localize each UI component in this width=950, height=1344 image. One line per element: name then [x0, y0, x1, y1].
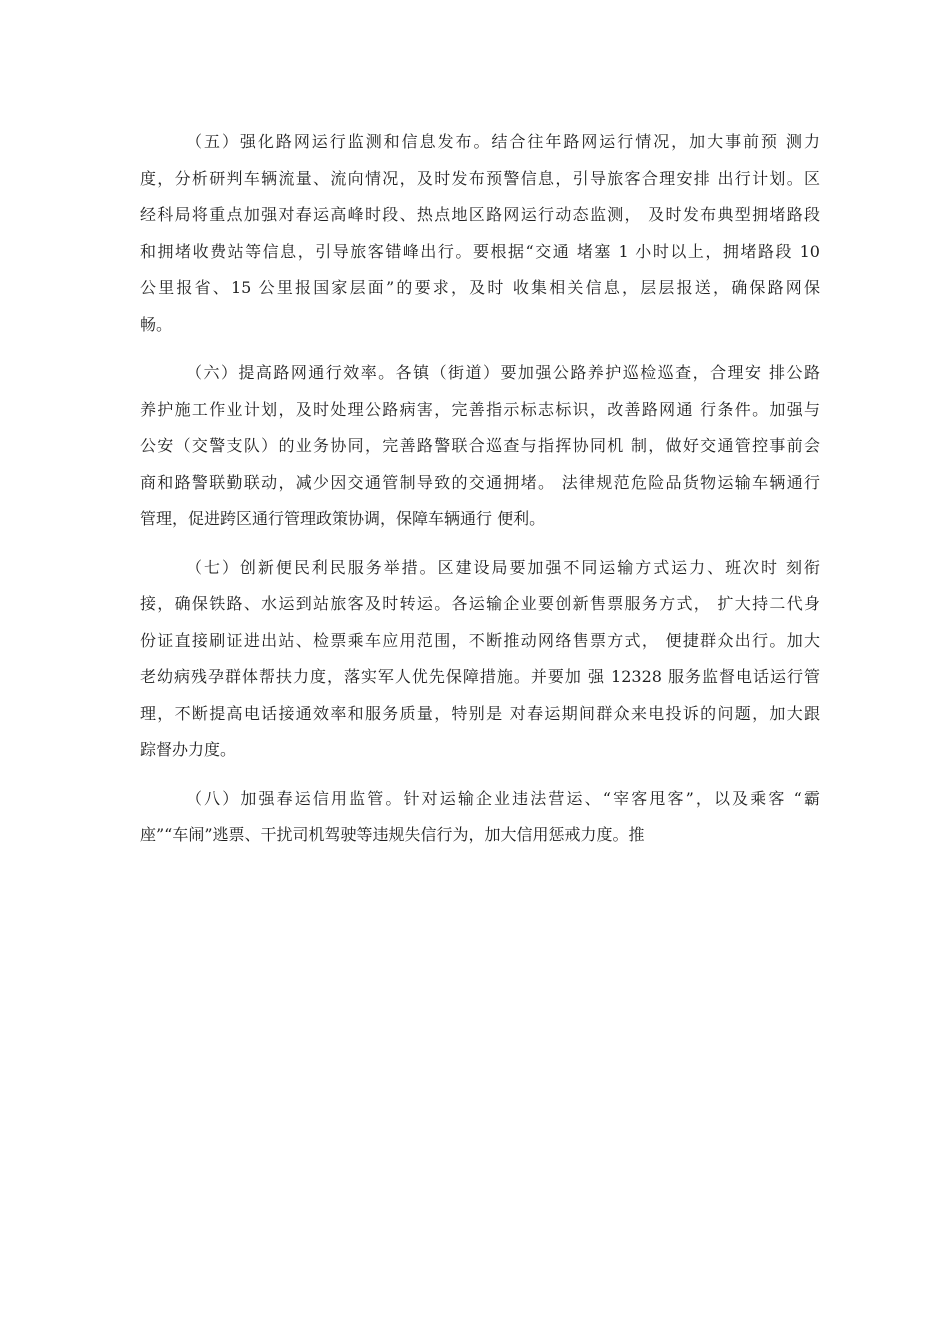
document-body — [140, 124, 820, 866]
text-line: 养护施工作业计划，及时处理公路病害，完善指示标志标识，改善路网通 行条件。加强与 — [140, 399, 820, 419]
text-line: 踪督办力度。 — [140, 740, 237, 759]
text-line: （六）提高路网通行效率。各镇（街道）要加强公路养护巡检巡查，合理安 排公路 — [186, 363, 820, 382]
text-line: 老幼病残孕群体帮扶力度，落实军人优先保障措施。并要加 强 12328 服务监督电话运行管 — [140, 667, 820, 686]
text-line: 公安（交警支队）的业务协同，完善路警联合巡查与指挥协同机 制，做好交通管控事前会 — [140, 436, 820, 455]
text-line: 经科局将重点加强对春运高峰时段、热点地区路网运行动态监测， 及时发布典型拥堵路段 — [140, 205, 820, 224]
text-line: （八）加强春运信用监管。针对运输企业违法营运、“宰客甩客”，以及乘客 “霸 — [186, 788, 820, 808]
text-line: 度，分析研判车辆流量、流向情况，及时发布预警信息，引导旅客合理安排 出行计划。区 — [140, 168, 820, 188]
paragraph-7 — [140, 550, 820, 769]
paragraph-6 — [140, 355, 820, 538]
text-line: 畅。 — [140, 314, 173, 334]
text-line: 公里报省、15 公里报国家层面”的要求，及时 收集相关信息，层层报送，确保路网保 — [140, 278, 820, 297]
text-line: （七）创新便民利民服务举措。区建设局要加强不同运输方式运力、班次时 刻衔 — [186, 557, 820, 577]
paragraph-5 — [140, 124, 820, 343]
text-line: 商和路警联勤联动，减少因交通管制导致的交通拥堵。 法律规范危险品货物运输车辆通行 — [140, 472, 820, 492]
text-line: 接，确保铁路、水运到站旅客及时转运。各运输企业要创新售票服务方式， 扩大持二代身 — [140, 594, 820, 613]
text-line: 座”“车闹”逃票、干扰司机驾驶等违规失信行为，加大信用惩戒力度。推 — [140, 825, 645, 844]
text-line: 管理，促进跨区通行管理政策协调，保障车辆通行 便利。 — [140, 509, 546, 528]
paragraph-8 — [140, 781, 820, 854]
text-line: 份证直接刷证进出站、检票乘车应用范围，不断推动网络售票方式， 便捷群众出行。加大 — [140, 630, 820, 650]
text-line: （五）强化路网运行监测和信息发布。结合往年路网运行情况，加大事前预 测力 — [186, 132, 820, 151]
text-line: 和拥堵收费站等信息，引导旅客错峰出行。要根据“交通 堵塞 1 小时以上，拥堵路段 10 — [140, 241, 820, 261]
text-line: 理，不断提高电话接通效率和服务质量，特别是 对春运期间群众来电投诉的问题，加大跟 — [140, 703, 820, 723]
